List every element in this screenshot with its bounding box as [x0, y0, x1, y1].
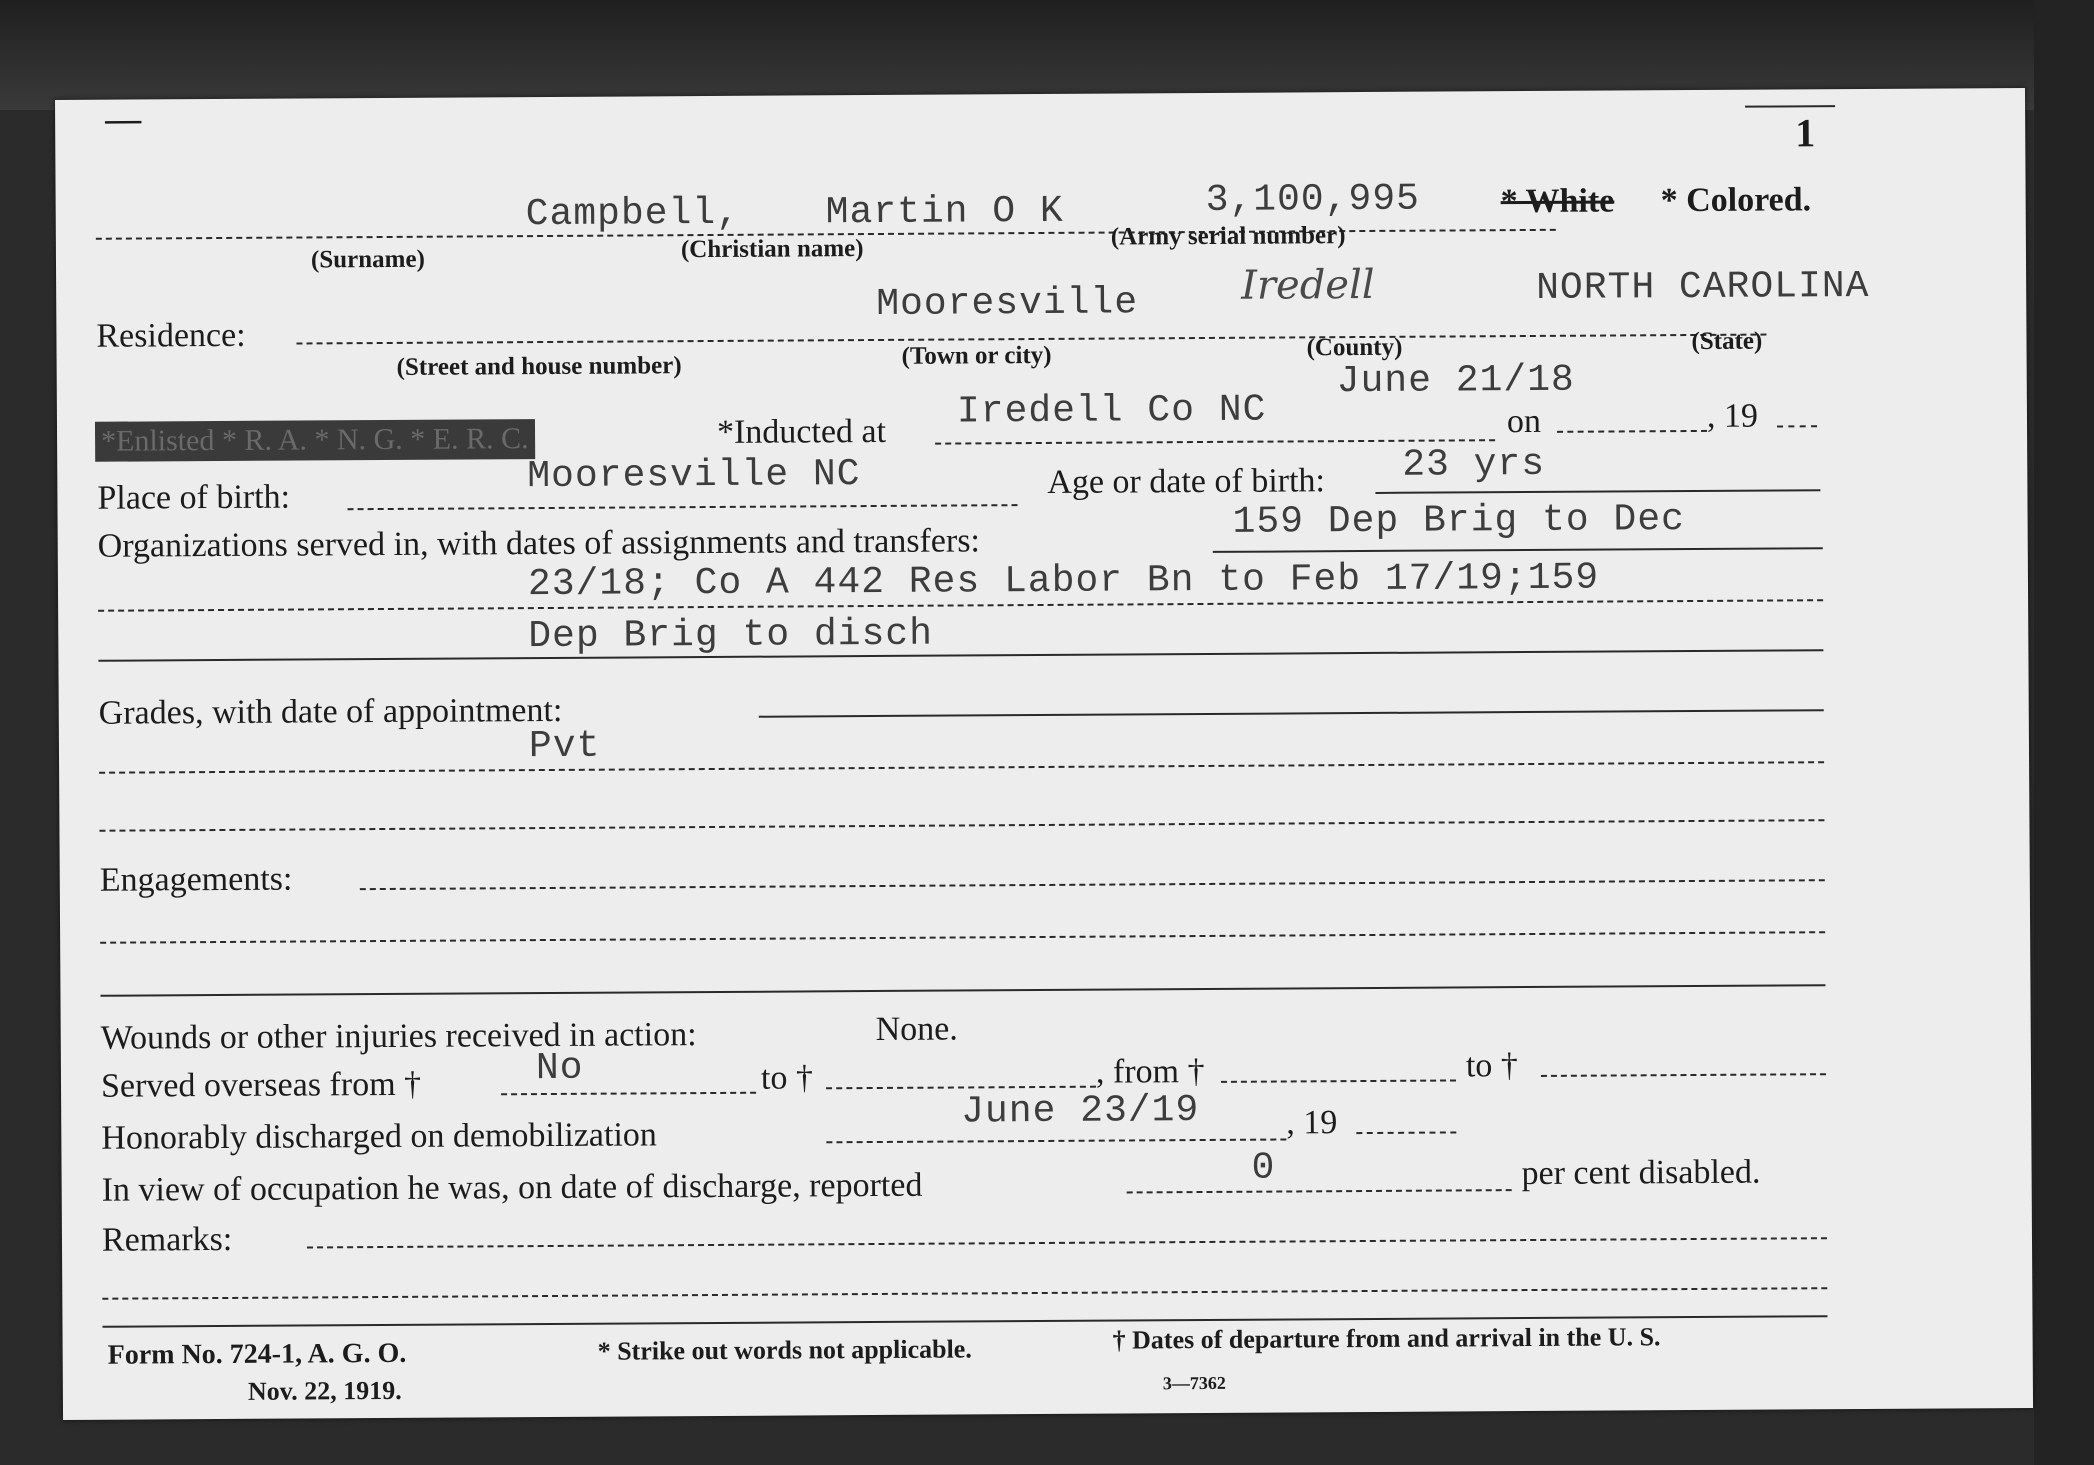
grades-line-1	[759, 709, 1824, 718]
remarks-line-2	[102, 1287, 1827, 1300]
organizations-line-1	[1213, 547, 1823, 553]
caption-christian-name: (Christian name)	[680, 235, 864, 264]
form-number: Form No. 724-1, A. G. O.	[107, 1337, 407, 1371]
caption-state: (State)	[1691, 327, 1763, 356]
disability-suffix: per cent disabled.	[1521, 1153, 1761, 1193]
disability-label: In view of occupation he was, on date of discharge, reported	[101, 1166, 923, 1209]
inducted-date-value: June 21/18	[1336, 358, 1575, 404]
organizations-value-2: 23/18; Co A 442 Res Labor Bn to Feb 17/19;159	[527, 556, 1600, 607]
discharge-year-suffix: , 19	[1286, 1104, 1338, 1142]
organizations-line-3	[98, 649, 1823, 662]
disability-line	[1127, 1189, 1512, 1193]
age-value: 23 yrs	[1402, 442, 1546, 487]
grades-value: Pvt	[528, 724, 601, 769]
caption-county: (County)	[1306, 333, 1403, 362]
scan-background-right	[2034, 0, 2094, 1465]
overseas-from-line-2	[1221, 1079, 1456, 1082]
wounds-value: None.	[875, 1010, 958, 1049]
wounds-label: Wounds or other injuries received in action:	[100, 1016, 697, 1057]
discharge-year-line	[1356, 1131, 1456, 1134]
on-label: on	[1506, 402, 1542, 441]
page-number: 1	[1795, 110, 1816, 156]
place-of-birth-value: Mooresville NC	[527, 453, 861, 499]
caption-town: (Town or city)	[901, 341, 1052, 370]
place-of-birth-line	[347, 504, 1017, 510]
discharge-label: Honorably discharged on demobilization	[101, 1116, 657, 1157]
on-date-line	[1557, 430, 1707, 433]
served-overseas-label: Served overseas from †	[100, 1065, 422, 1105]
overseas-from-label-2: , from †	[1095, 1052, 1205, 1091]
disability-value: 0	[1251, 1146, 1276, 1190]
overseas-to-line-2	[1541, 1073, 1826, 1077]
engagements-line-3	[100, 984, 1825, 997]
service-record-card	[55, 88, 2033, 1420]
grades-label: Grades, with date of appointment:	[98, 691, 563, 732]
organizations-label: Organizations served in, with dates of assignments and transfers:	[97, 522, 981, 565]
remarks-line-1	[307, 1237, 1827, 1248]
caption-surname: (Surname)	[310, 245, 425, 274]
race-colored: * Colored.	[1660, 181, 1812, 220]
form-date: Nov. 22, 1919.	[247, 1375, 402, 1406]
dagger-note: † Dates of departure from and arrival in the U. S.	[1112, 1322, 1661, 1355]
overseas-to-label-2: to †	[1465, 1047, 1518, 1085]
caption-street: (Street and house number)	[396, 352, 682, 381]
engagements-line-1	[360, 879, 1825, 890]
organizations-value-1: 159 Dep Brig to Dec	[1232, 498, 1686, 544]
age-label: Age or date of birth:	[1047, 462, 1326, 501]
overseas-to-line	[826, 1086, 1096, 1090]
grades-line-3	[99, 819, 1824, 832]
enlisted-struck-out: *Enlisted * R. A. * N. G. * E. R. C.	[95, 419, 535, 462]
overseas-from-value: No	[535, 1046, 584, 1091]
inducted-year-suffix: , 19	[1706, 397, 1759, 435]
surname-value: Campbell,	[525, 191, 741, 237]
overseas-from-line	[501, 1092, 756, 1096]
overseas-to-label: to †	[760, 1059, 814, 1097]
page-number-rule	[1745, 105, 1835, 108]
engagements-label: Engagements:	[99, 860, 293, 899]
inducted-place-value: Iredell Co NC	[956, 388, 1267, 434]
age-line	[1375, 489, 1820, 494]
residence-state-value: NORTH CAROLINA	[1536, 264, 1870, 310]
grades-line-2	[99, 761, 1824, 774]
discharge-line	[826, 1138, 1286, 1143]
inducted-year-line	[1777, 425, 1817, 427]
race-white: * White	[1500, 182, 1615, 221]
remarks-label: Remarks:	[101, 1220, 233, 1259]
discharge-date-value: June 23/19	[961, 1089, 1200, 1134]
residence-county-value: Iredell	[1241, 261, 1375, 309]
strike-note: * Strike out words not applicable.	[597, 1334, 972, 1366]
residence-label: Residence:	[96, 316, 246, 355]
residence-town-value: Mooresville	[876, 281, 1139, 326]
engagements-line-2	[100, 931, 1825, 944]
serial-number-value: 3,100,995	[1205, 177, 1420, 222]
caption-serial-number: (Army serial number)	[1110, 222, 1346, 251]
christian-name-value: Martin O K	[825, 189, 1064, 235]
organizations-value-3: Dep Brig to disch	[528, 612, 934, 659]
inducted-at-label: *Inducted at	[716, 412, 887, 451]
place-of-birth-label: Place of birth:	[97, 478, 291, 517]
print-code: 3—7362	[1162, 1372, 1226, 1394]
top-left-mark: —	[104, 98, 142, 139]
